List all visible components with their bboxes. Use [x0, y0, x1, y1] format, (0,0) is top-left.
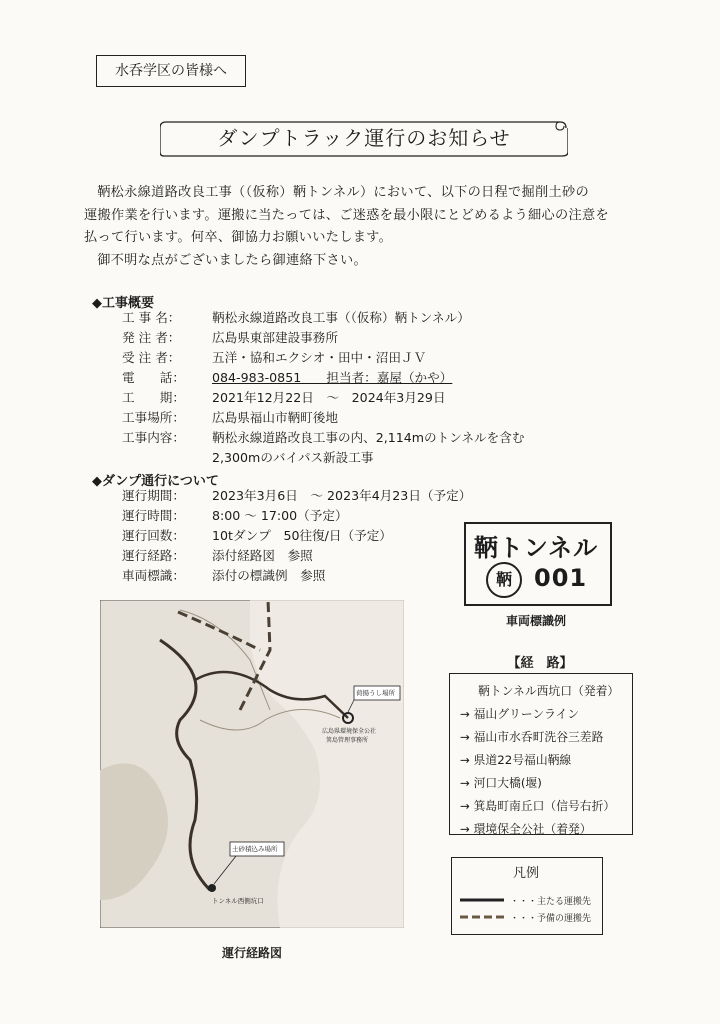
- intro-line: 鞆松永線道路改良工事（（仮称）鞆トンネル）において、以下の日程で掘削土砂の: [97, 185, 589, 200]
- map-callout-load: 土砂積込み場所: [232, 845, 278, 853]
- dump-row: [122, 486, 472, 506]
- addressee-box: 水呑学区の皆様へ: [96, 55, 246, 87]
- row-label: 車両標識：: [122, 568, 185, 583]
- overview-row: [122, 388, 602, 408]
- dump-row: [122, 546, 462, 566]
- dump-table: [122, 486, 472, 586]
- map-label-corp: 広島県環境保全公社: [322, 728, 377, 735]
- row-value: 2,300mのバイパス新設工事: [212, 450, 374, 465]
- row-label: 運行期間：: [122, 488, 185, 503]
- map-label-tunnel: トンネル西側坑口: [212, 897, 264, 905]
- vehicle-sign-title: 鞆トンネル: [473, 534, 599, 562]
- vehicle-sign-caption: 車両標識例: [505, 614, 566, 628]
- row-label: 工事場所：: [122, 410, 185, 425]
- route-map: [100, 600, 404, 928]
- route-item: → 福山グリーンライン: [460, 707, 580, 721]
- row-value: 8:00 ～ 17:00（予定）: [212, 508, 348, 523]
- overview-row: [122, 308, 602, 328]
- overview-heading: ◆工事概要: [92, 296, 154, 311]
- row-label: 運行回数：: [122, 528, 185, 543]
- overview-row: [122, 348, 602, 368]
- row-value: 2023年3月6日 ～ 2023年4月23日（予定）: [212, 488, 472, 503]
- route-item: → 箕島町南丘口（信号右折）: [460, 799, 616, 813]
- phone-contact: 084-983-0851 担当者：嘉屋（かや）: [212, 370, 453, 385]
- overview-row: [122, 428, 602, 448]
- intro-line: 運搬作業を行います。運搬に当たっては、ご迷惑を最小限にとどめるよう細心の注意を: [84, 207, 609, 223]
- map-label-office: 箕島管理事務所: [326, 737, 369, 744]
- row-label: 工 事 名：: [122, 310, 181, 325]
- row-label: 電 話：: [122, 370, 185, 385]
- route-item: → 福山市水呑町洗谷三差路: [460, 730, 604, 744]
- row-label: 運行時間：: [122, 508, 185, 523]
- dump-heading: ◆ダンプ通行について: [92, 474, 219, 489]
- dump-row: [122, 566, 462, 586]
- dump-row: [122, 506, 462, 526]
- overview-row: [122, 328, 602, 348]
- overview-row: [122, 448, 602, 468]
- route-heading: 【経 路】: [507, 656, 573, 671]
- vehicle-sign-circle-mark: 鞆: [486, 562, 522, 598]
- route-item: → 河口大橋(堰): [460, 776, 542, 790]
- row-value: 五洋・協和エクシオ・田中・沼田ＪＶ: [212, 350, 427, 365]
- row-label: 発 注 者：: [122, 330, 181, 345]
- map-callout-unload: 荷揚うし場所: [356, 689, 395, 697]
- route-item: → 環境保全公社（着発）: [460, 822, 592, 836]
- dump-row: [122, 526, 462, 546]
- notice-title: ダンプトラック運行のお知らせ: [217, 126, 511, 150]
- overview-row: [122, 368, 602, 388]
- legend-backup-label: ・・・予備の運搬先: [510, 914, 592, 924]
- vehicle-sign-number: 001: [534, 564, 588, 592]
- row-value: 鞆松永線道路改良工事（（仮称）鞆トンネル）: [212, 310, 470, 325]
- overview-row: [122, 408, 602, 428]
- legend-title: 凡例: [512, 866, 539, 881]
- intro-line: 御不明な点がございましたら御連絡下さい。: [97, 252, 367, 268]
- overview-table: [122, 308, 602, 468]
- map-caption: 運行経路図: [221, 946, 282, 960]
- row-value: 鞆松永線道路改良工事の内、2,114mのトンネルを含む: [212, 430, 525, 445]
- row-value: 広島県東部建設事務所: [212, 330, 338, 345]
- row-value: 10tダンプ 50往復/日（予定）: [212, 528, 392, 543]
- intro-line: 払って行います。何卒、御協力お願いいたします。: [84, 230, 393, 245]
- row-label: 工 期：: [122, 390, 185, 405]
- route-item: → 県道22号福山鞆線: [460, 753, 572, 767]
- row-label: 受 注 者：: [122, 350, 181, 365]
- intro-paragraph: [84, 182, 644, 272]
- row-value: 添付の標識例 参照: [212, 568, 326, 583]
- route-item: 鞆トンネル西坑口（発着）: [478, 684, 620, 698]
- route-list: [460, 680, 619, 841]
- row-value: 2021年12月22日 ～ 2024年3月29日: [212, 390, 446, 405]
- legend-line-samples: [460, 894, 506, 924]
- row-label: 運行経路：: [122, 548, 185, 563]
- legend-main-label: ・・・主たる運搬先: [510, 897, 592, 907]
- row-label: 工事内容：: [122, 430, 185, 445]
- row-value: 広島県福山市鞆町後地: [212, 410, 338, 425]
- row-value: 添付経路図 参照: [212, 548, 313, 563]
